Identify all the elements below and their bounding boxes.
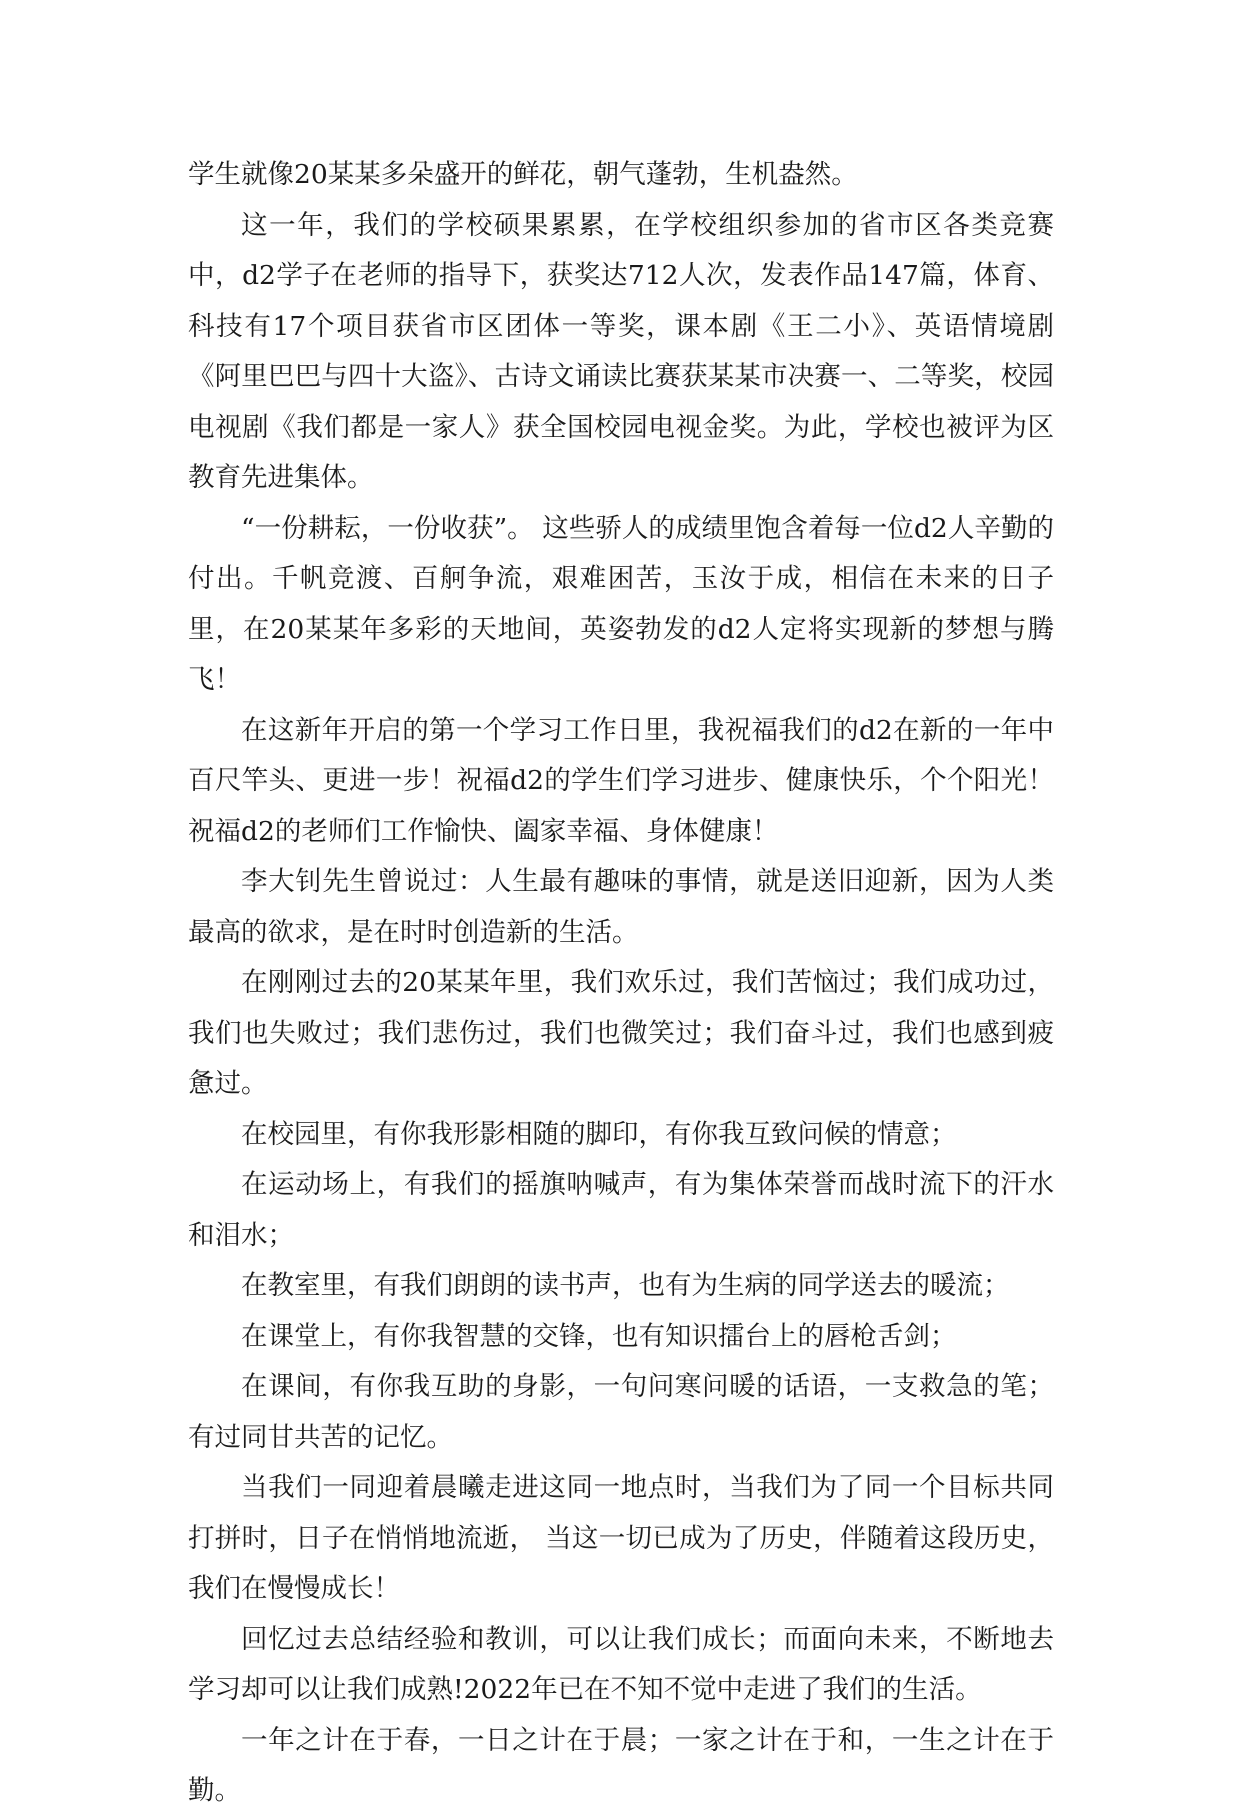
- paragraph: 这一年，我们的学校硕果累累，在学校组织参加的省市区各类竞赛中，d2学子在老师的指导下，获奖达712人次，发表作品147篇，体育、科技有17个项目获省市区团体一等奖，课本剧《王二小》、英语情境剧《阿里巴巴与四十大盗》、古诗文诵读比赛获某某市决赛一、二等奖，校园电视剧《我们都是一家人》获全国校园电视金奖。为此，学校也被评为区教育先进集体。: [188, 209, 1054, 493]
- paragraph: 一年之计在于春，一日之计在于晨；一家之计在于和，一生之计在于勤。: [188, 1724, 1054, 1806]
- paragraph: “一份耕耘，一份收获”。 这些骄人的成绩里饱含着每一位d2人辛勤的付出。千帆竞渡、百舸争流，艰难困苦，玉汝于成，相信在未来的日子里，在20某某年多彩的天地间，英姿勃发的d2人定将实现新的梦想与腾飞！: [188, 512, 1054, 695]
- paragraph: 在运动场上，有我们的摇旗呐喊声，有为集体荣誉而战时流下的汗水和泪水；: [188, 1169, 1054, 1251]
- paragraph: 在这新年开启的第一个学习工作日里，我祝福我们的d2在新的一年中百尺竿头、更进一步！祝福d2的学生们学习进步、健康快乐，个个阳光！祝福d2的老师们工作愉快、阖家幸福、身体健康！: [188, 714, 1054, 847]
- paragraph: 在教室里，有我们朗朗的读书声，也有为生病的同学送去的暖流；: [241, 1270, 1010, 1301]
- paragraph: 在课间，有你我互助的身影，一句问寒问暖的话语，一支救急的笔；有过同甘共苦的记忆。: [188, 1371, 1054, 1453]
- paragraph: 李大钊先生曾说过：人生最有趣味的事情，就是送旧迎新，因为人类最高的欲求，是在时时创造新的生活。: [188, 866, 1054, 948]
- paragraph: 在课堂上，有你我智慧的交锋，也有知识擂台上的唇枪舌剑；: [241, 1320, 957, 1352]
- paragraph: 学生就像20某某多朵盛开的鲜花，朝气蓬勃，生机盎然。: [188, 159, 858, 190]
- paragraph: 回忆过去总结经验和教训，可以让我们成长；而面向未来，不断地去学习却可以让我们成熟!2022年已在不知不觉中走进了我们的生活。: [188, 1623, 1054, 1705]
- document-body: [188, 150, 1054, 1817]
- paragraph: 在刚刚过去的20某某年里，我们欢乐过，我们苦恼过；我们成功过，我们也失败过；我们悲伤过，我们也微笑过；我们奋斗过，我们也感到疲惫过。: [188, 967, 1054, 1099]
- paragraph: 在校园里，有你我形影相随的脚印，有你我互致问候的情意；: [241, 1118, 957, 1150]
- paragraph: 当我们一同迎着晨曦走进这同一地点时，当我们为了同一个目标共同打拼时，日子在悄悄地流逝， 当这一切已成为了历史，伴随着这段历史，我们在慢慢成长！: [188, 1472, 1054, 1604]
